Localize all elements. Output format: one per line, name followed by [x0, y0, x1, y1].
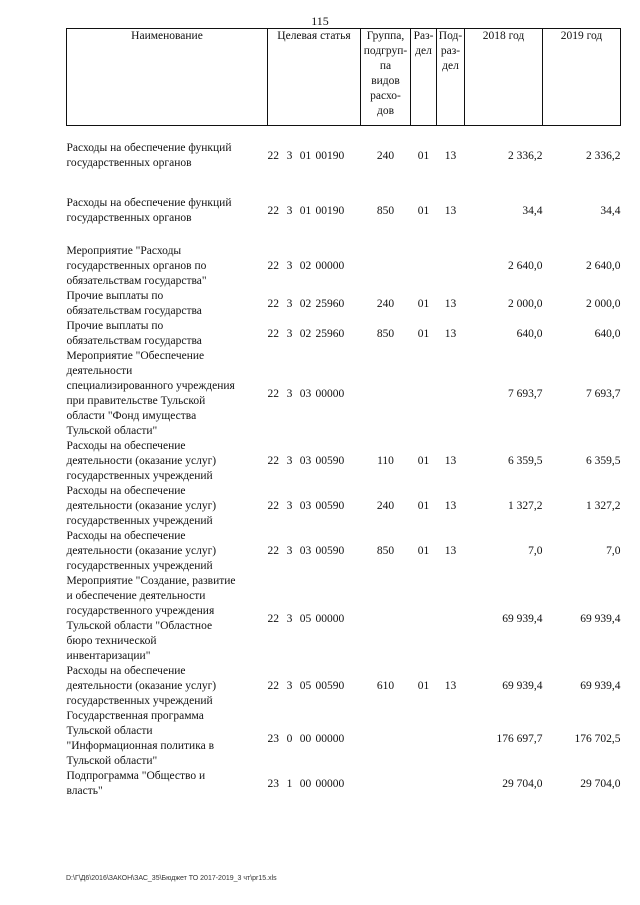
table-row — [67, 226, 621, 289]
row-section: 01 — [417, 204, 430, 217]
row-name: Государственная программа Тульской области "Информационная политика в Тульской области" — [66, 710, 215, 767]
budget-table — [66, 28, 621, 799]
header-group: Группа, подгруп- па видов расхо- дов — [361, 29, 411, 126]
row-group: 240 — [376, 297, 395, 310]
row-group: 240 — [376, 149, 395, 162]
row-target-article: 22 3 02 00000 — [267, 260, 345, 272]
row-value-2019: 2 000,0 — [586, 297, 621, 310]
row-group — [361, 709, 411, 769]
row-value-2018: 69 939,4 — [502, 612, 543, 625]
row-section — [411, 709, 437, 769]
row-value-2019: 7 693,7 — [586, 387, 621, 400]
header-section: Раз- дел — [411, 29, 437, 126]
row-subsection — [437, 349, 465, 439]
table-row — [67, 529, 621, 574]
row-subsection — [437, 769, 465, 799]
table-row — [67, 171, 621, 226]
row-name: Прочие выплаты по обязательствам государства — [66, 320, 202, 347]
row-section: 01 — [417, 455, 430, 467]
row-section: 01 — [417, 297, 430, 310]
row-name: Расходы на обеспечение деятельности (оказание услуг) государственных учреждений — [66, 530, 217, 572]
row-subsection: 13 — [444, 680, 457, 692]
row-target-article: 22 3 03 00590 — [267, 500, 345, 512]
row-subsection — [437, 574, 465, 664]
row-section — [411, 226, 437, 289]
row-value-2019: 1 327,2 — [586, 500, 621, 512]
row-section — [411, 769, 437, 799]
row-section: 01 — [417, 149, 430, 162]
row-section — [411, 574, 437, 664]
row-value-2018: 2 336,2 — [508, 149, 543, 162]
row-value-2019: 69 939,4 — [580, 680, 621, 692]
row-target-article: 22 3 02 25960 — [267, 327, 345, 340]
header-target-article: Целевая статья — [268, 29, 361, 126]
row-name: Расходы на обеспечение функций государственных органов — [66, 142, 232, 169]
row-subsection: 13 — [444, 204, 457, 217]
row-name: Подпрограмма "Общество и власть" — [66, 770, 206, 797]
row-value-2018: 1 327,2 — [508, 500, 543, 512]
row-group: 240 — [376, 500, 395, 512]
row-value-2019: 6 359,5 — [586, 455, 621, 467]
table-row — [67, 439, 621, 484]
row-section — [411, 349, 437, 439]
row-target-article: 22 3 03 00590 — [267, 545, 345, 557]
row-target-article: 22 3 03 00000 — [267, 387, 345, 400]
row-name: Расходы на обеспечение функций государственных органов — [66, 197, 232, 224]
row-section: 01 — [417, 545, 430, 557]
row-section: 01 — [417, 680, 430, 692]
header-year-2018: 2018 год — [465, 29, 543, 126]
row-name: Расходы на обеспечение деятельности (оказание услуг) государственных учреждений — [66, 440, 217, 482]
row-value-2019: 29 704,0 — [580, 777, 621, 790]
row-value-2019: 34,4 — [600, 204, 621, 217]
table-row — [67, 574, 621, 664]
row-value-2018: 34,4 — [522, 204, 543, 217]
table-row — [67, 319, 621, 349]
row-value-2019: 176 702,5 — [574, 732, 621, 745]
header-year-2019: 2019 год — [543, 29, 621, 126]
row-group — [361, 574, 411, 664]
row-subsection — [437, 709, 465, 769]
row-subsection: 13 — [444, 455, 457, 467]
row-target-article: 22 3 03 00590 — [267, 455, 345, 467]
table-row — [67, 289, 621, 319]
row-group: 610 — [376, 680, 395, 692]
header-subsection: Под- раз- дел — [437, 29, 465, 126]
row-value-2018: 2 640,0 — [508, 260, 543, 272]
row-value-2018: 2 000,0 — [508, 297, 543, 310]
row-subsection: 13 — [444, 297, 457, 310]
row-subsection: 13 — [444, 149, 457, 162]
row-group — [361, 349, 411, 439]
row-group: 850 — [376, 204, 395, 217]
table-row — [67, 709, 621, 769]
row-name: Мероприятие "Обеспечение деятельности специализированного учреждения при правительстве Тульской области "Фонд имущества Тульской области" — [66, 350, 235, 437]
table-row — [67, 769, 621, 799]
table-row — [67, 664, 621, 709]
table-row — [67, 349, 621, 439]
row-section: 01 — [417, 500, 430, 512]
row-value-2018: 6 359,5 — [508, 455, 543, 467]
row-value-2018: 7,0 — [528, 545, 543, 557]
row-name: Расходы на обеспечение деятельности (оказание услуг) государственных учреждений — [66, 665, 217, 707]
row-name: Расходы на обеспечение деятельности (оказание услуг) государственных учреждений — [66, 485, 217, 527]
row-value-2019: 69 939,4 — [580, 612, 621, 625]
row-group: 850 — [376, 327, 395, 340]
row-value-2019: 640,0 — [594, 327, 621, 340]
row-value-2019: 2 640,0 — [586, 260, 621, 272]
row-target-article: 23 0 00 00000 — [267, 732, 345, 745]
row-subsection: 13 — [444, 545, 457, 557]
row-name: Мероприятие "Создание, развитие и обеспечение деятельности государственного учреждения Тульской области "Областное бюро технической инвентаризации" — [66, 575, 236, 662]
row-value-2018: 69 939,4 — [502, 680, 543, 692]
row-name: Мероприятие "Расходы государственных органов по обязательствам государства" — [66, 245, 207, 287]
row-value-2019: 7,0 — [606, 545, 621, 557]
row-target-article: 23 1 00 00000 — [267, 777, 345, 790]
row-group: 110 — [377, 455, 394, 467]
table-header-row — [67, 29, 621, 126]
row-target-article: 22 3 05 00000 — [267, 612, 345, 625]
row-target-article: 22 3 01 00190 — [267, 204, 345, 217]
row-group — [361, 769, 411, 799]
row-value-2018: 29 704,0 — [502, 777, 543, 790]
row-value-2018: 640,0 — [516, 327, 543, 340]
row-value-2019: 2 336,2 — [586, 149, 621, 162]
row-subsection: 13 — [444, 500, 457, 512]
table-row — [67, 126, 621, 172]
table-row — [67, 484, 621, 529]
page-number: 115 — [311, 14, 329, 28]
row-value-2018: 176 697,7 — [496, 732, 543, 745]
row-target-article: 22 3 05 00590 — [267, 680, 345, 692]
row-target-article: 22 3 02 25960 — [267, 297, 345, 310]
row-subsection: 13 — [444, 327, 457, 340]
header-name: Наименование — [67, 29, 268, 126]
row-group: 850 — [376, 545, 395, 557]
row-value-2018: 7 693,7 — [508, 387, 543, 400]
file-path-footer: D:\Г\Д6\2016\ЗАКОН\ЗАС_35\Бюджет ТО 2017-2019_3 чт\pr15.xls — [66, 875, 277, 882]
row-section: 01 — [417, 327, 430, 340]
row-name: Прочие выплаты по обязательствам государства — [66, 290, 202, 317]
row-subsection — [437, 226, 465, 289]
row-target-article: 22 3 01 00190 — [267, 149, 345, 162]
row-group — [361, 226, 411, 289]
